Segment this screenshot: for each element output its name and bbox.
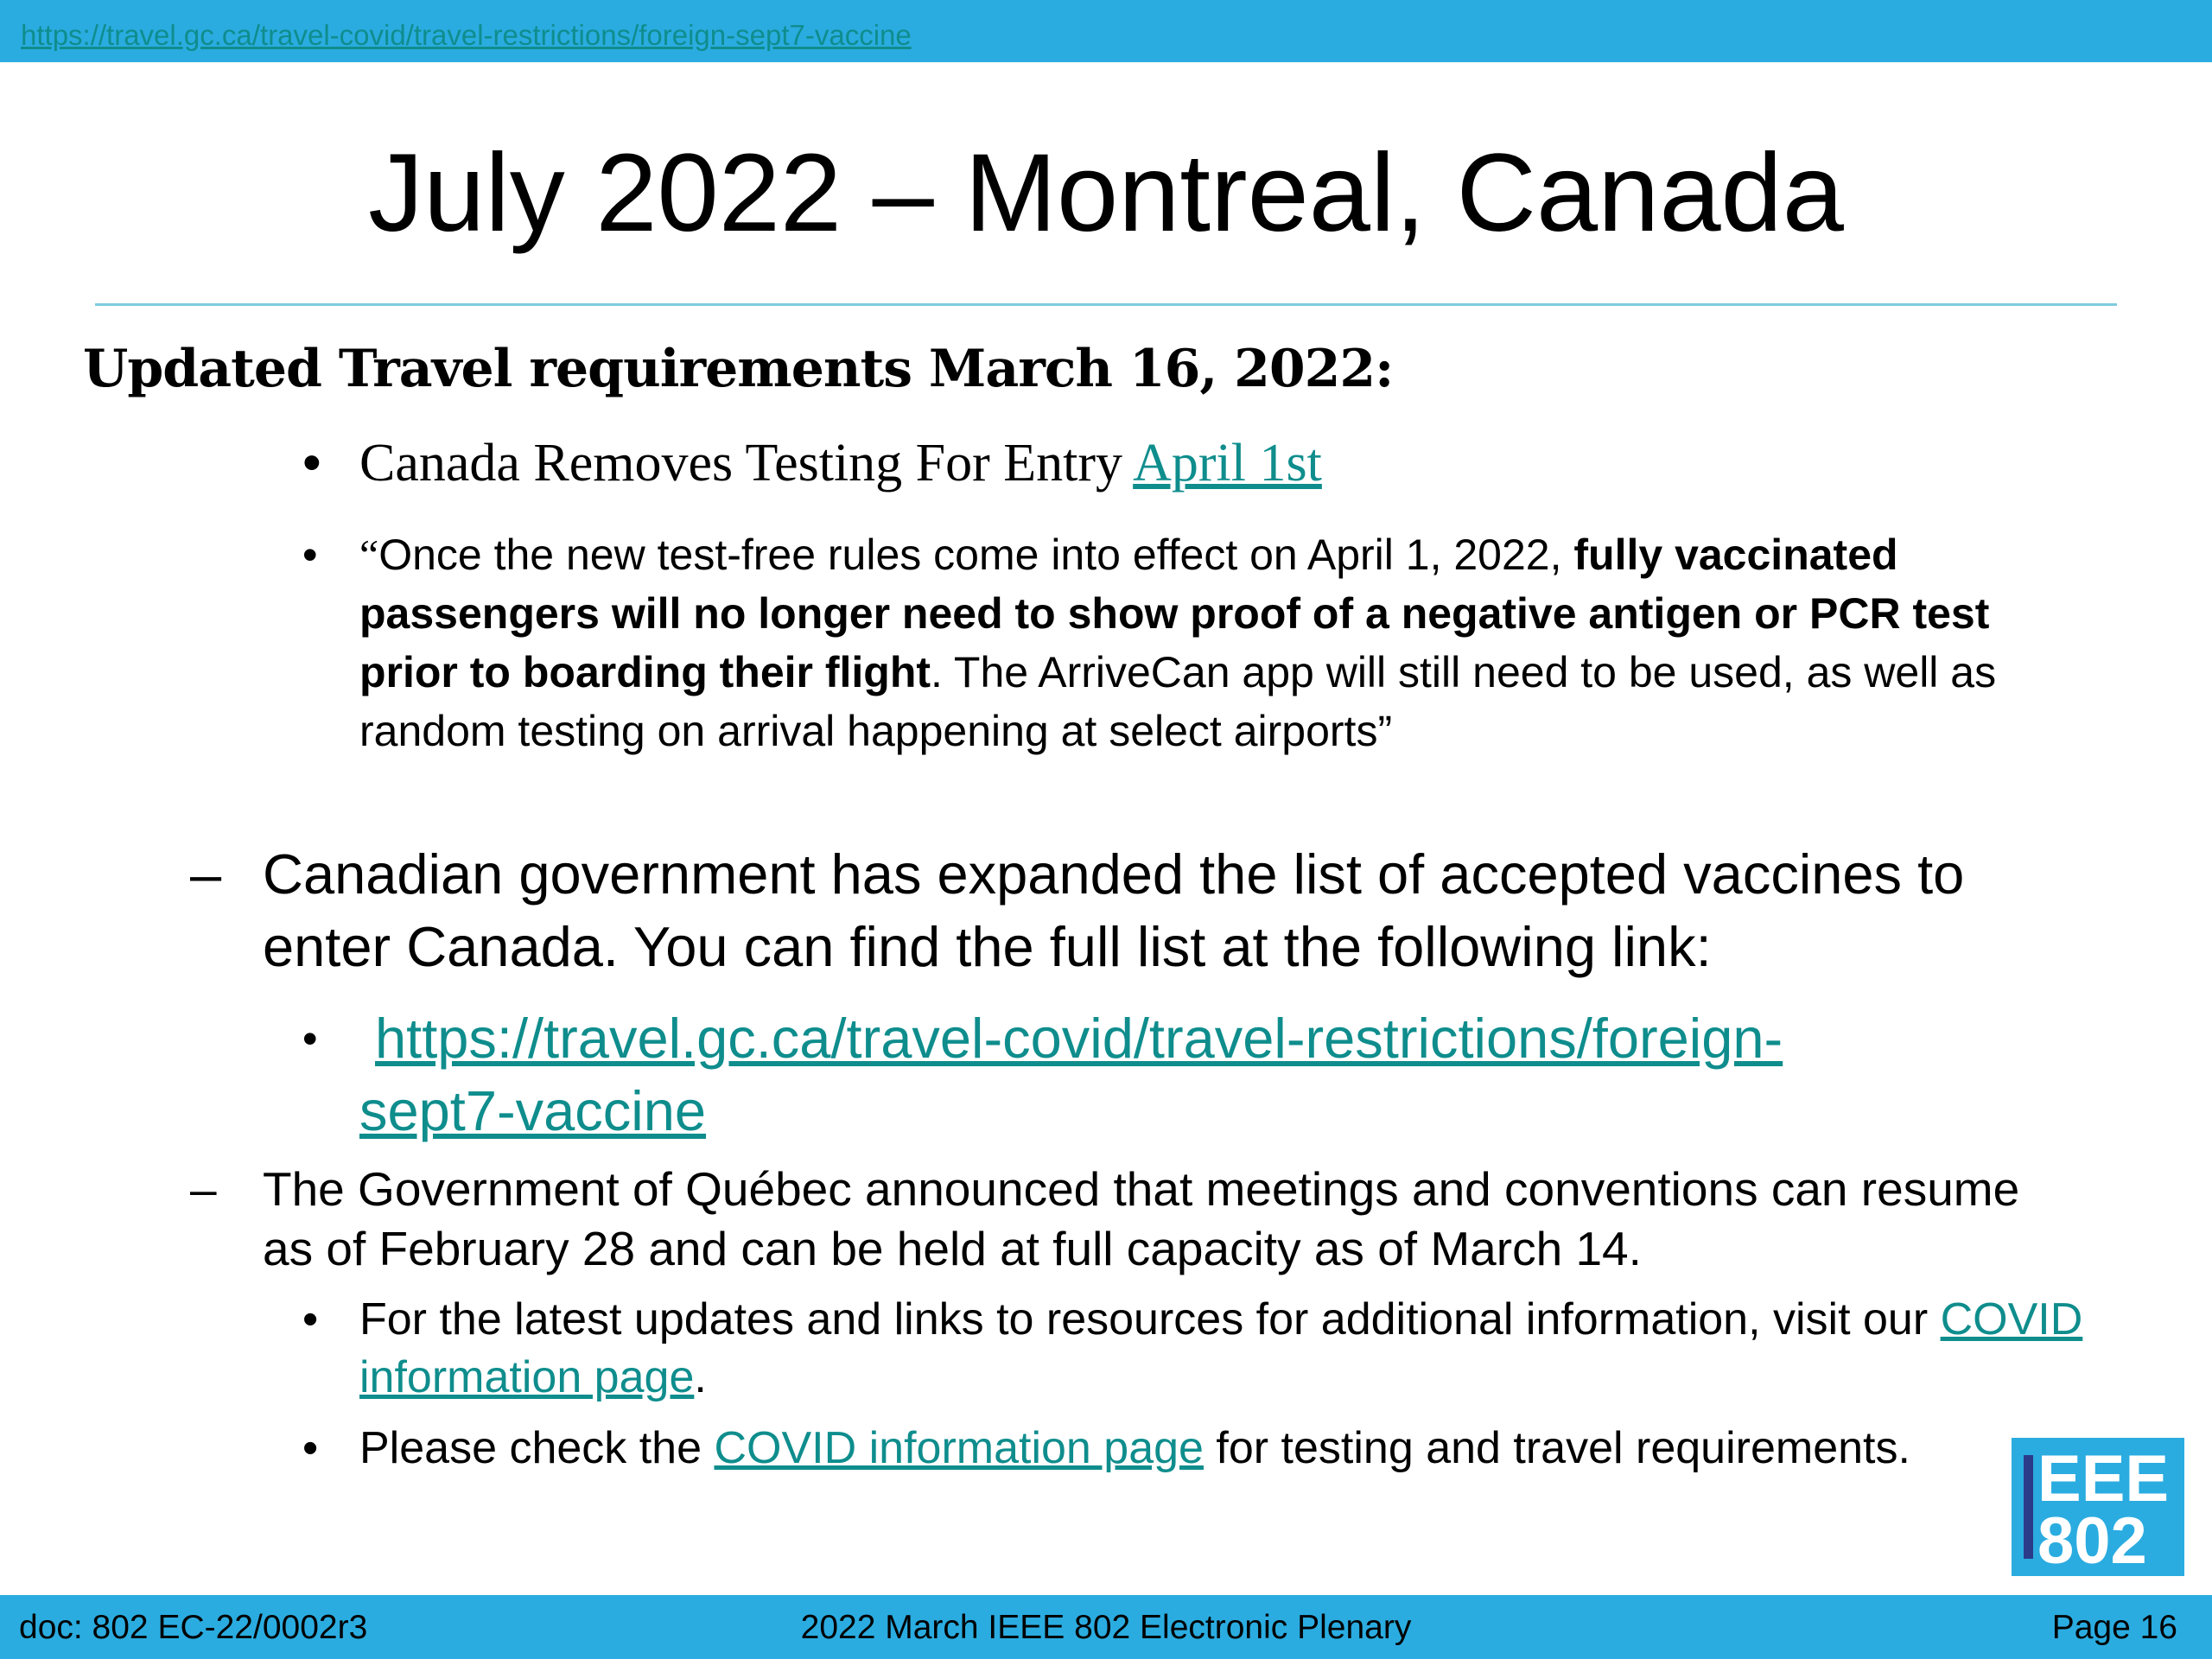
dash-marker: –: [190, 1162, 217, 1216]
vaccine-link-line1[interactable]: https://travel.gc.ca/travel-covid/travel-restrictions/foreign-: [375, 1007, 1783, 1070]
dash-text: Canadian government has expanded the list of accepted vaccines to enter Canada. You can find the full list at the following link:: [263, 842, 1965, 978]
bullet-marker: •: [302, 531, 318, 579]
dash-marker: –: [190, 842, 222, 906]
sub-bullet-text-end: for testing and travel requirements.: [1203, 1423, 1910, 1473]
open-quote: “: [359, 531, 379, 579]
vaccine-link-line2[interactable]: sept7-vaccine: [359, 1079, 707, 1142]
logo-bar: [2024, 1455, 2033, 1559]
quote-text-bold: fully vaccinated passengers will no longer need to show proof of a negative antigen or PCR test prior to boarding their flight: [359, 531, 1990, 696]
sub-bullet-text-end: .: [694, 1352, 707, 1402]
bullet-text: Canada Removes Testing For Entry: [359, 434, 1134, 493]
bullet-marker: •: [302, 1294, 319, 1344]
footer-page-number: Page 16: [2051, 1609, 2177, 1646]
top-bar: [0, 0, 2212, 62]
bullet-marker: •: [302, 433, 321, 493]
sub-bullet-text: Please check the: [359, 1423, 715, 1473]
sub-bullet-text: For the latest updates and links to resources for additional information, visit our: [359, 1294, 1941, 1344]
slide-title: July 2022 – Montreal, Canada: [368, 131, 1844, 255]
bullet-marker: •: [302, 1014, 318, 1063]
footer-bar: [0, 1595, 2212, 1659]
dash-text: The Government of Québec announced that meetings and conventions can resume as of February 28 and can be held at full capacity as of March 14.: [263, 1162, 2020, 1275]
april-1st-link[interactable]: April 1st: [1133, 434, 1322, 493]
covid-info-link[interactable]: COVID information page: [359, 1294, 2083, 1402]
quote-text-post: . The ArriveCan app will still need to be used, as well as random testing on arrival happening at select airports”: [359, 648, 1997, 755]
footer-doc-id: doc: 802 EC-22/0002r3: [19, 1609, 368, 1646]
subheading: Updated Travel requirements March 16, 2022:: [83, 339, 1394, 399]
logo-text-line2: 802: [2037, 1504, 2147, 1578]
ieee-802-logo: [2012, 1438, 2184, 1576]
covid-info-link-2[interactable]: COVID information page: [714, 1423, 1204, 1473]
logo-text-line1: EEE: [2037, 1442, 2170, 1516]
title-divider: [95, 303, 2117, 306]
top-url-link[interactable]: https://travel.gc.ca/travel-covid/travel-restrictions/foreign-sept7-vaccine: [21, 19, 912, 51]
footer-event: 2022 March IEEE 802 Electronic Plenary: [800, 1609, 1412, 1646]
bullet-marker: •: [302, 1423, 319, 1473]
quote-text-pre: Once the new test-free rules come into effect on April 1, 2022,: [378, 531, 1574, 579]
